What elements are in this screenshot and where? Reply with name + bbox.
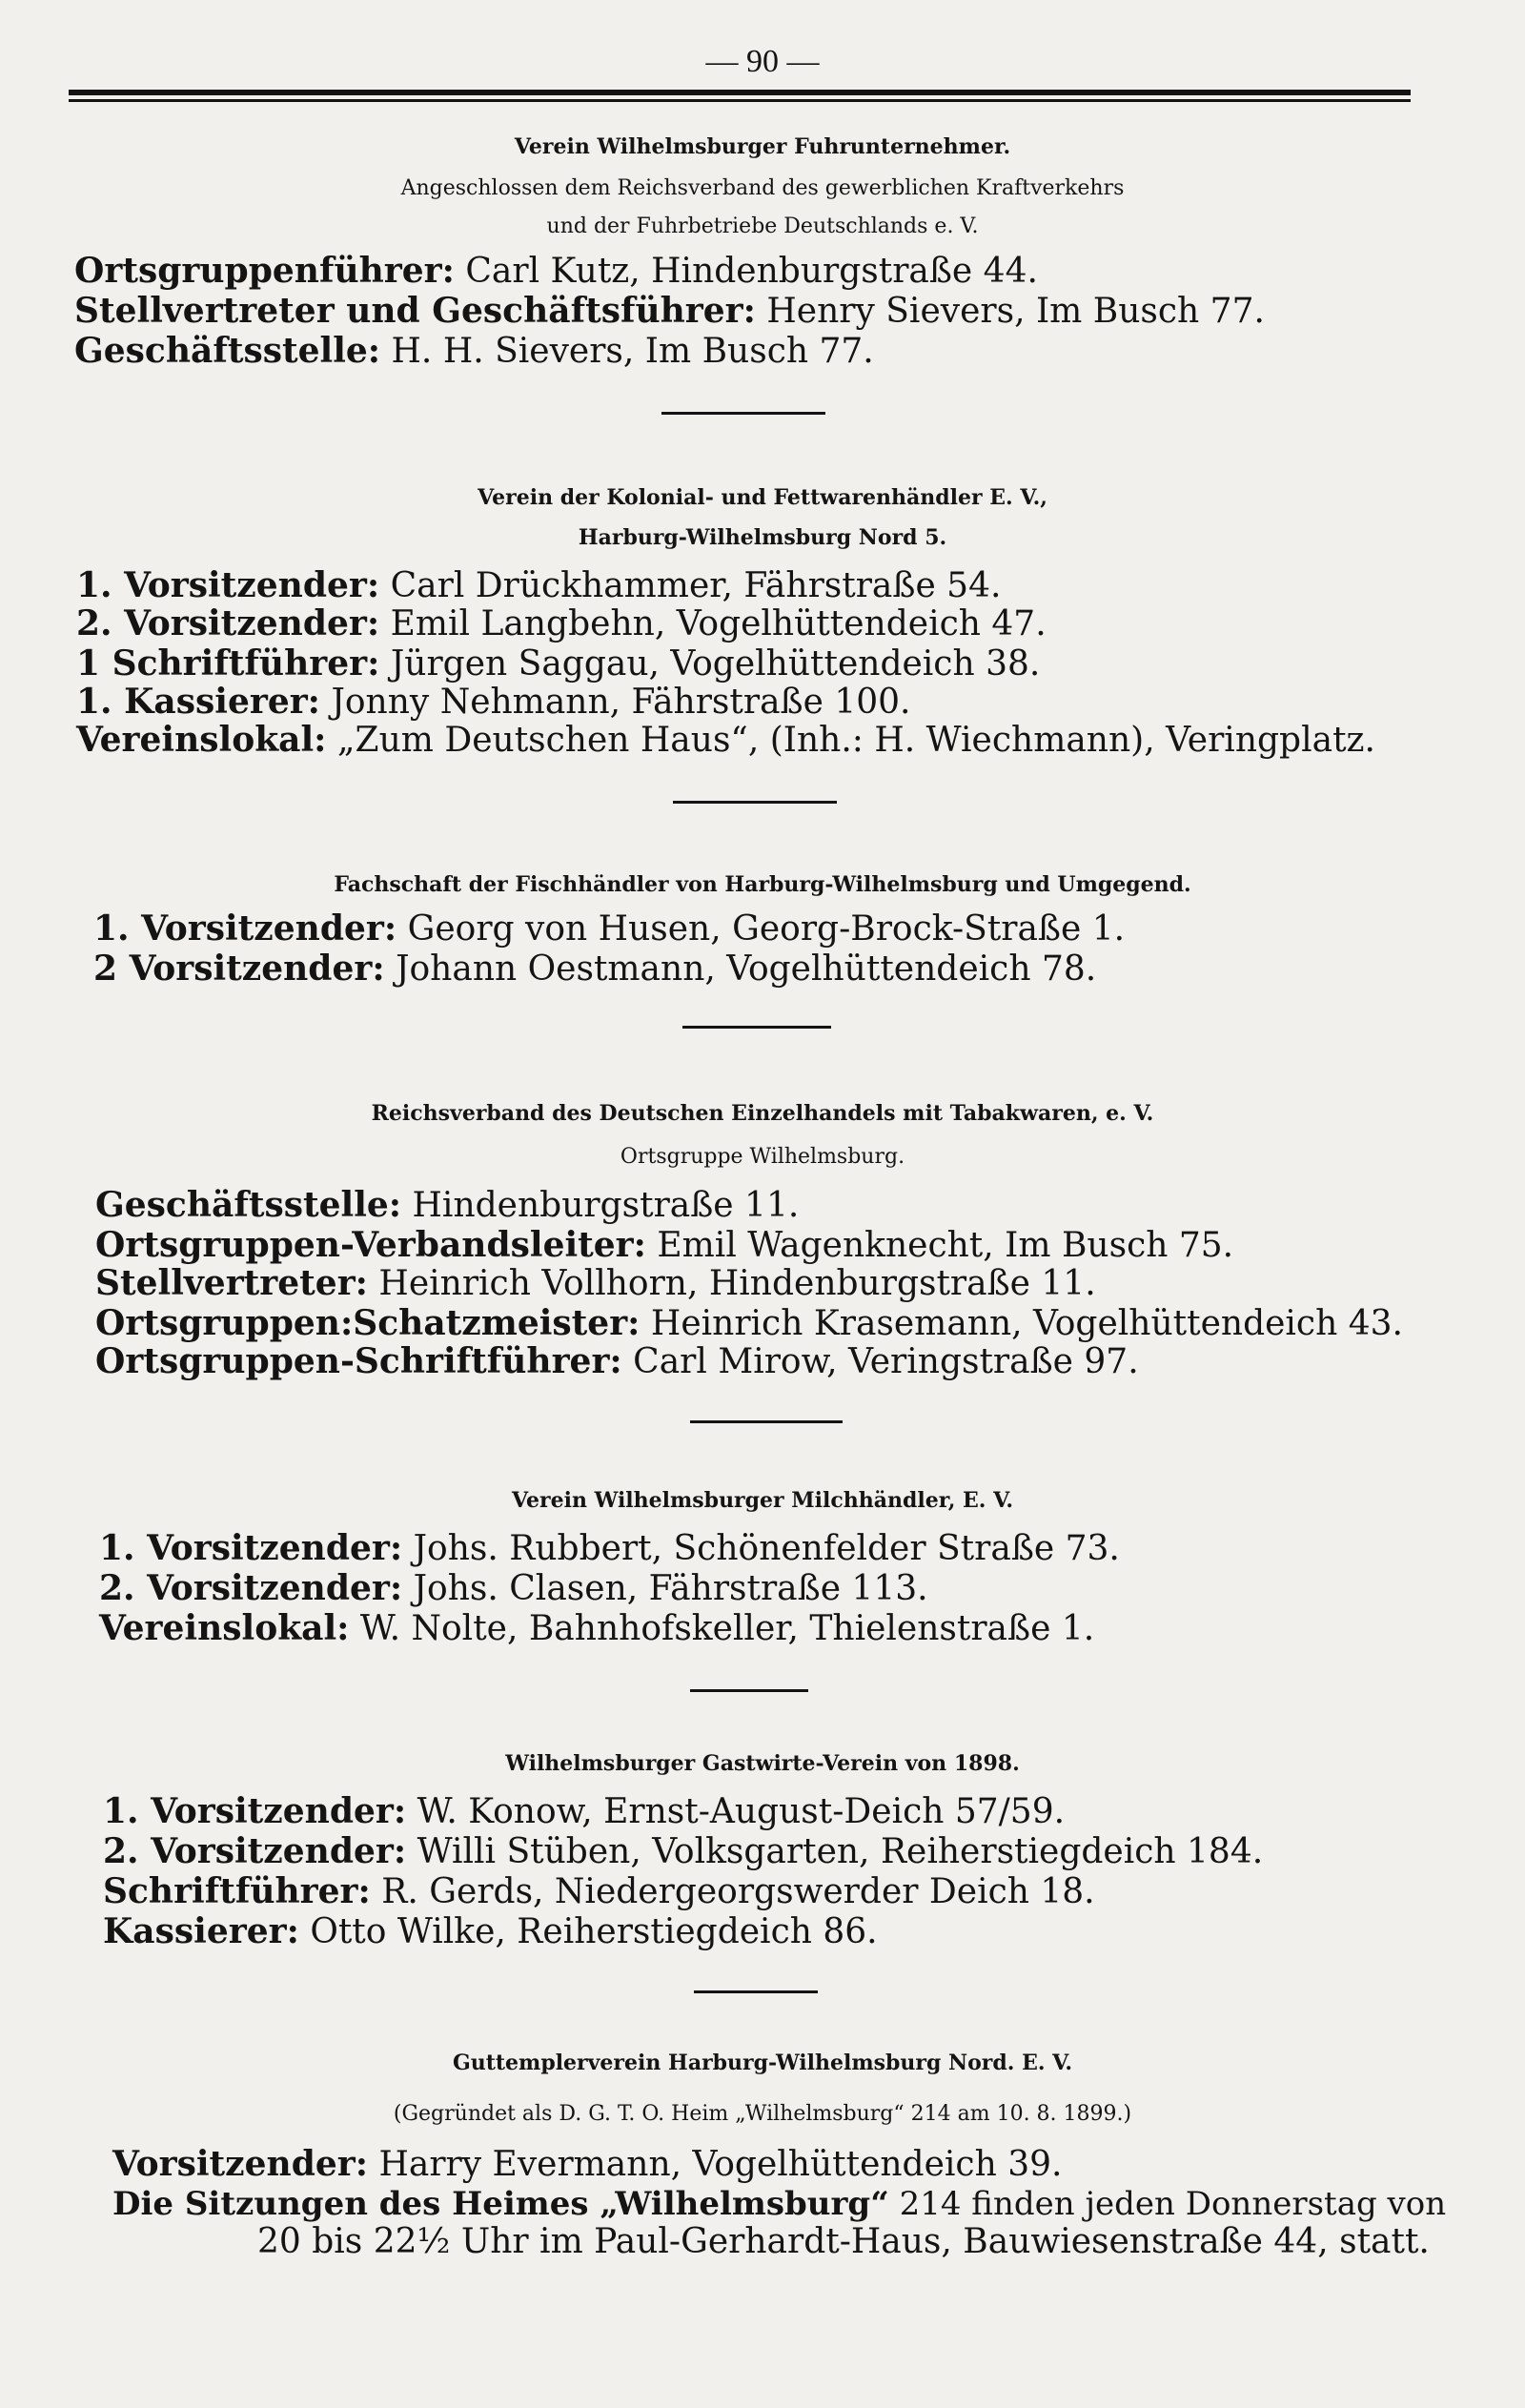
entry-line: Die Sitzungen des Heimes „Wilhelmsburg“ 214 finden jeden Donnerstag von [112, 2185, 1447, 2223]
section-separator [690, 1420, 843, 1423]
entry-line: Geschäftsstelle: H. H. Sievers, Im Busch 77. [74, 331, 874, 371]
entry-line: 1. Vorsitzender: Georg von Husen, Georg-Brock-Straße 1. [93, 908, 1126, 949]
section-subtitle: Ortsgruppe Wilhelmsburg. [620, 1145, 905, 1169]
section-title: Verein der Kolonial- und Fettwarenhändler E. V., [478, 485, 1047, 510]
entry-line: Geschäftsstelle: Hindenburgstraße 11. [95, 1185, 800, 1225]
section-separator [673, 801, 837, 804]
header-rule-thick [69, 90, 1411, 95]
header-rule-thin [69, 99, 1411, 102]
entry-line: 1. Kassierer: Jonny Nehmann, Fährstraße 100. [76, 682, 911, 722]
entry-line: 2. Vorsitzender: Willi Stüben, Volksgarten, Reiherstiegdeich 184. [103, 1831, 1264, 1871]
section-separator [661, 412, 825, 415]
entry-line: Stellvertreter: Heinrich Vollhorn, Hindenburgstraße 11. [95, 1263, 1096, 1303]
entry-line: 1 Schriftführer: Jürgen Saggau, Vogelhüttendeich 38. [76, 643, 1041, 684]
entry-line: Kassierer: Otto Wilke, Reiherstiegdeich 86. [103, 1911, 878, 1951]
section-title: Fachschaft der Fischhändler von Harburg-Wilhelmsburg und Umgegend. [334, 872, 1191, 897]
section-title-2: Harburg-Wilhelmsburg Nord 5. [578, 525, 947, 550]
section-title: Reichsverband des Deutschen Einzelhandels mit Tabakwaren, e. V. [371, 1101, 1154, 1126]
entry-line: Stellvertreter und Geschäftsführer: Henry Sievers, Im Busch 77. [74, 291, 1265, 331]
section-title: Verein Wilhelmsburger Milchhändler, E. V. [511, 1488, 1013, 1513]
entry-line: 2 Vorsitzender: Johann Oestmann, Vogelhüttendeich 78. [93, 949, 1097, 989]
section-title: Wilhelmsburger Gastwirte-Verein von 1898. [505, 1751, 1020, 1776]
entry-line: 1. Vorsitzender: Carl Drückhammer, Fährstraße 54. [76, 565, 1002, 605]
entry-line: Schriftführer: R. Gerds, Niedergeorgswerder Deich 18. [103, 1871, 1095, 1911]
entry-line: 1. Vorsitzender: W. Konow, Ernst-August-Deich 57/59. [103, 1791, 1066, 1831]
section-separator [682, 1026, 831, 1029]
section-title: Guttemplerverein Harburg-Wilhelmsburg Nord. E. V. [452, 2051, 1073, 2075]
section-subtitle: Angeschlossen dem Reichsverband des gewerblichen Kraftverkehrs [400, 176, 1125, 200]
section-separator [690, 1689, 808, 1692]
entry-line: 1. Vorsitzender: Johs. Rubbert, Schönenfelder Straße 73. [99, 1528, 1120, 1568]
entry-line: Vereinslokal: „Zum Deutschen Haus“, (Inh.: H. Wiechmann), Veringplatz. [76, 720, 1375, 760]
section-subtitle: (Gegründet als D. G. T. O. Heim „Wilhelmsburg“ 214 am 10. 8. 1899.) [393, 2102, 1132, 2126]
entry-line: 2. Vorsitzender: Johs. Clasen, Fährstraße 113. [99, 1568, 928, 1608]
entry-line: Ortsgruppen-Verbandsleiter: Emil Wagenknecht, Im Busch 75. [95, 1225, 1234, 1265]
page-number: — 90 — [705, 44, 820, 79]
entry-line: Vereinslokal: W. Nolte, Bahnhofskeller, Thielenstraße 1. [99, 1608, 1095, 1648]
entry-line: Ortsgruppen-Schriftführer: Carl Mirow, Veringstraße 97. [95, 1341, 1139, 1381]
entry-line: 20 bis 22½ Uhr im Paul-Gerhardt-Haus, Bauwiesenstraße 44, statt. [257, 2222, 1430, 2261]
entry-line: Ortsgruppen:Schatzmeister: Heinrich Krasemann, Vogelhüttendeich 43. [95, 1303, 1403, 1343]
entry-line: Ortsgruppenführer: Carl Kutz, Hindenburgstraße 44. [74, 251, 1038, 291]
section-subtitle-2: und der Fuhrbetriebe Deutschlands e. V. [546, 214, 979, 238]
entry-line: Vorsitzender: Harry Evermann, Vogelhüttendeich 39. [112, 2144, 1063, 2184]
entry-line: 2. Vorsitzender: Emil Langbehn, Vogelhüttendeich 47. [76, 603, 1047, 643]
section-title: Verein Wilhelmsburger Fuhrunternehmer. [514, 134, 1011, 159]
section-separator [694, 1990, 818, 1993]
